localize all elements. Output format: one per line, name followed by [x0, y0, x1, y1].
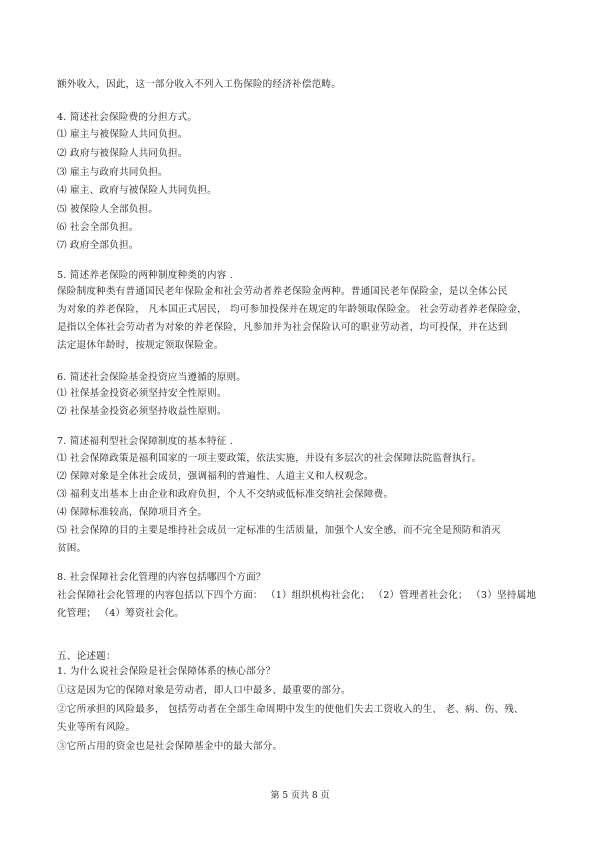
list-item: ⑴ 雇主与被保险人共同负担。	[57, 129, 188, 140]
list-item: ⑺ 政府全部负担。	[57, 240, 139, 251]
page-number-footer: 第 5 页共 8 页	[270, 791, 330, 801]
text-line-continuation: 额外收入，因此，这一部分收入不列入工伤保险的经济补偿范畴。	[57, 79, 342, 90]
paragraph-line: 贫困。	[57, 543, 87, 554]
list-item: ⑷ 雇主、政府与被保险人共同负担。	[57, 185, 217, 196]
list-item: ⑵ 社保基金投资必须坚持收益性原则。	[57, 406, 227, 417]
question-5-heading: 5. 简述养老保险的两种制度种类的内容 .	[57, 270, 234, 281]
list-item: ⑸ 社会保障的目的主要是维持社会成员一定标准的生活质量，加强个人安全感，而不完全是预防和消灭	[57, 525, 501, 536]
list-item: ⑴ 社保基金投资必须坚持安全性原则。	[57, 388, 227, 399]
list-item: ③它所占用的资金也是社会保障基金中的最大部分。	[57, 741, 283, 752]
list-item: ⑹ 社会全部负担。	[57, 222, 139, 233]
list-item: ⑴ 社会保障政策是福利国家的一项主要政策，依法实施，并设有多层次的社会保障法院监督执行。	[57, 453, 482, 464]
question-7-heading: 7. 简述福利型社会保障制度的基本特征 .	[57, 436, 234, 447]
list-item: ①这是因为它的保障对象是劳动者，即人口中最多、最重要的部分。	[57, 685, 351, 696]
section-heading: 五、论述题：	[57, 651, 116, 662]
list-item: ⑵ 政府与被保险人共同负担。	[57, 148, 188, 159]
question-6-heading: 6. 简述社会保险基金投资应当遵循的原则。	[57, 372, 247, 383]
list-item: ⑶ 雇主与政府共同负担。	[57, 167, 168, 178]
list-item: ⑶ 福利支出基本上由企业和政府负担，个人不交纳或低标准交纳社会保障费。	[57, 489, 394, 500]
paragraph-line: 社会保障社会化管理的内容包括以下四个方面： （1）组织机构社会化； （2）管理者社会化； （3）坚持属地	[57, 590, 537, 601]
question-4-heading: 4. 简述社会保险费的分担方式。	[57, 112, 198, 123]
essay-question-1: 1. 为什么说社会保险是社会保障体系的核心部分？	[57, 666, 276, 677]
list-item: ⑵ 保障对象是全体社会成员，强调福利的普遍性、人道主义和人权观念。	[57, 471, 374, 482]
question-8-heading: 8. 社会保障社会化管理的内容包括哪四个方面？	[57, 572, 266, 583]
list-item: ⑷ 保障标准较高，保障项目齐全。	[57, 507, 208, 518]
paragraph-line: 为对象的养老保险， 凡本国正式居民， 均可参加投保并在规定的年龄领取保险金。 社会劳动者养老保险金，	[57, 304, 528, 315]
list-item: ⑸ 被保险人全部负担。	[57, 204, 159, 215]
paragraph-line: 失业等所有风险。	[57, 722, 136, 733]
paragraph-line: 法定退休年龄时，按规定领取保险金。	[57, 340, 224, 351]
paragraph-line: 是指以全体社会劳动者为对象的养老保险，凡参加并为社会保险认可的职业劳动者，均可投保，并在达到	[57, 322, 508, 333]
paragraph-line: 保险制度种类有普通国民老年保险金和社会劳动者养老保险金两种。普通国民老年保险金，是以全体公民	[57, 286, 508, 297]
paragraph-line: 化管理； （4）筹资社会化。	[57, 608, 185, 619]
list-item: ②它所承担的风险最多， 包括劳动者在全部生命周期中发生的使他们失去工资收入的生、 老、病、伤、残、	[57, 704, 524, 715]
